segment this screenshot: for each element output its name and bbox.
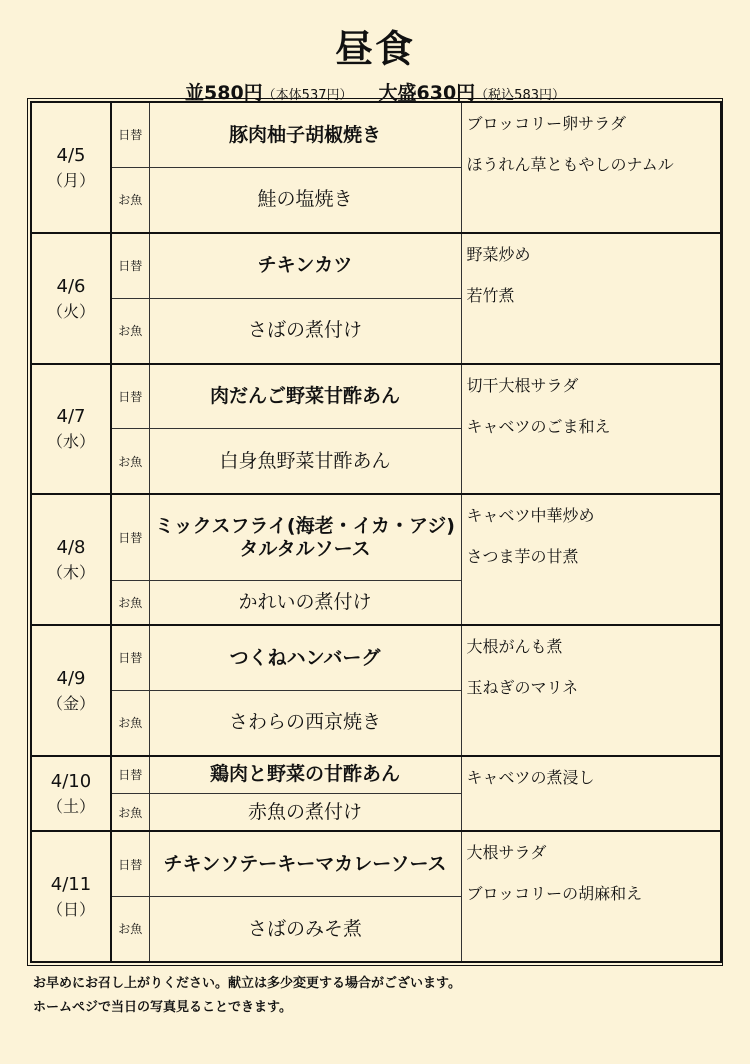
fish-dish: 白身魚野菜甘酢あん	[149, 429, 461, 494]
side-dishes	[461, 494, 721, 625]
side-dish-item: キャベツの煮浸し	[466, 767, 595, 787]
side-dishes	[461, 756, 721, 831]
date-cell	[31, 102, 111, 233]
daily-special-label: 日替	[111, 831, 149, 896]
side-dish-item: 若竹煮	[466, 285, 515, 305]
fish-label: お魚	[111, 429, 149, 494]
fish-label: お魚	[111, 793, 149, 831]
daily-special-label: 日替	[111, 756, 149, 794]
daily-special-dish: つくねハンバーグ	[149, 625, 461, 690]
notes	[33, 972, 461, 1020]
date-cell	[31, 831, 111, 962]
weekday-label: （土）	[46, 796, 95, 816]
fish-label: お魚	[111, 896, 149, 962]
date-label: 4/7	[56, 406, 86, 428]
side-dish-item: 玉ねぎのマリネ	[466, 678, 579, 698]
side-dish-item: 大根がんも煮	[466, 637, 563, 657]
regular-price: 並580円	[185, 82, 263, 104]
weekday-label: （水）	[46, 432, 95, 452]
daily-special-dish: 肉だんご野菜甘酢あん	[149, 364, 461, 429]
date-label: 4/9	[56, 667, 86, 689]
date-label: 4/8	[56, 537, 86, 559]
side-dish-item: ブロッコリーの胡麻和え	[466, 884, 643, 904]
weekday-label: （木）	[46, 563, 95, 583]
side-dish-item: さつま芋の甘煮	[466, 547, 579, 567]
date-label: 4/11	[50, 874, 92, 896]
fish-label: お魚	[111, 167, 149, 232]
day-row-main	[31, 102, 721, 167]
side-dish-item: 大根サラダ	[466, 843, 547, 863]
day-row-main	[31, 831, 721, 896]
fish-dish: 鮭の塩焼き	[149, 167, 461, 232]
large-price: 大盛630円	[378, 82, 476, 104]
day-row-main	[31, 756, 721, 794]
side-dish-item: 切干大根サラダ	[466, 375, 579, 395]
daily-special-dish: 鶏肉と野菜の甘酢あん	[149, 756, 461, 794]
daily-special-dish: チキンカツ	[149, 233, 461, 298]
note-line: お早めにお召し上がりください。献立は多少変更する場合がございます。	[33, 976, 461, 991]
weekday-label: （月）	[46, 170, 95, 190]
date-label: 4/10	[50, 770, 92, 792]
side-dish-item: 野菜炒め	[466, 244, 531, 264]
side-dishes	[461, 233, 721, 364]
fish-dish: さわらの西京焼き	[149, 690, 461, 755]
regular-price-detail: （本体537円）	[262, 88, 353, 103]
date-cell	[31, 756, 111, 831]
daily-special-label: 日替	[111, 625, 149, 690]
day-row-main	[31, 494, 721, 580]
side-dish-item: キャベツのごま和え	[466, 416, 611, 436]
side-dish-item: ブロッコリー卵サラダ	[466, 114, 627, 133]
day-row-main	[31, 233, 721, 298]
date-cell	[31, 625, 111, 756]
date-label: 4/5	[56, 144, 86, 166]
weekday-label: （日）	[46, 900, 95, 920]
fish-dish: さばのみそ煮	[149, 896, 461, 962]
daily-special-label: 日替	[111, 233, 149, 298]
daily-special-dish: 豚肉柚子胡椒焼き	[149, 102, 461, 167]
fish-label: お魚	[111, 690, 149, 755]
fish-dish: さばの煮付け	[149, 298, 461, 363]
weekday-label: （火）	[46, 301, 95, 321]
fish-dish: かれいの煮付け	[149, 581, 461, 626]
fish-label: お魚	[111, 298, 149, 363]
day-row-main	[31, 625, 721, 690]
menu-table	[30, 101, 722, 963]
daily-special-dish: ミックスフライ(海老・イカ・アジ)タルタルソース	[149, 494, 461, 580]
side-dishes	[461, 831, 721, 962]
note-line: ホームペジで当日の写真見ることできます。	[33, 1000, 292, 1015]
daily-special-label: 日替	[111, 494, 149, 580]
side-dish-item: キャベツ中華炒め	[466, 506, 595, 526]
daily-special-label: 日替	[111, 102, 149, 167]
side-dishes	[461, 364, 721, 495]
side-dishes	[461, 625, 721, 756]
fish-label: お魚	[111, 581, 149, 626]
daily-special-dish: チキンソテーキーマカレーソース	[149, 831, 461, 896]
day-row-main	[31, 364, 721, 429]
large-price-detail: （税込583円）	[475, 88, 565, 103]
date-label: 4/6	[56, 275, 86, 297]
daily-special-label: 日替	[111, 364, 149, 429]
date-cell	[31, 364, 111, 495]
weekday-label: （金）	[46, 693, 95, 713]
side-dishes	[461, 102, 721, 233]
date-cell	[31, 233, 111, 364]
fish-dish: 赤魚の煮付け	[149, 793, 461, 831]
side-dish-item: ほうれん草ともやしのナムル	[466, 155, 674, 174]
date-cell	[31, 494, 111, 625]
page-title: 昼食	[334, 27, 415, 71]
